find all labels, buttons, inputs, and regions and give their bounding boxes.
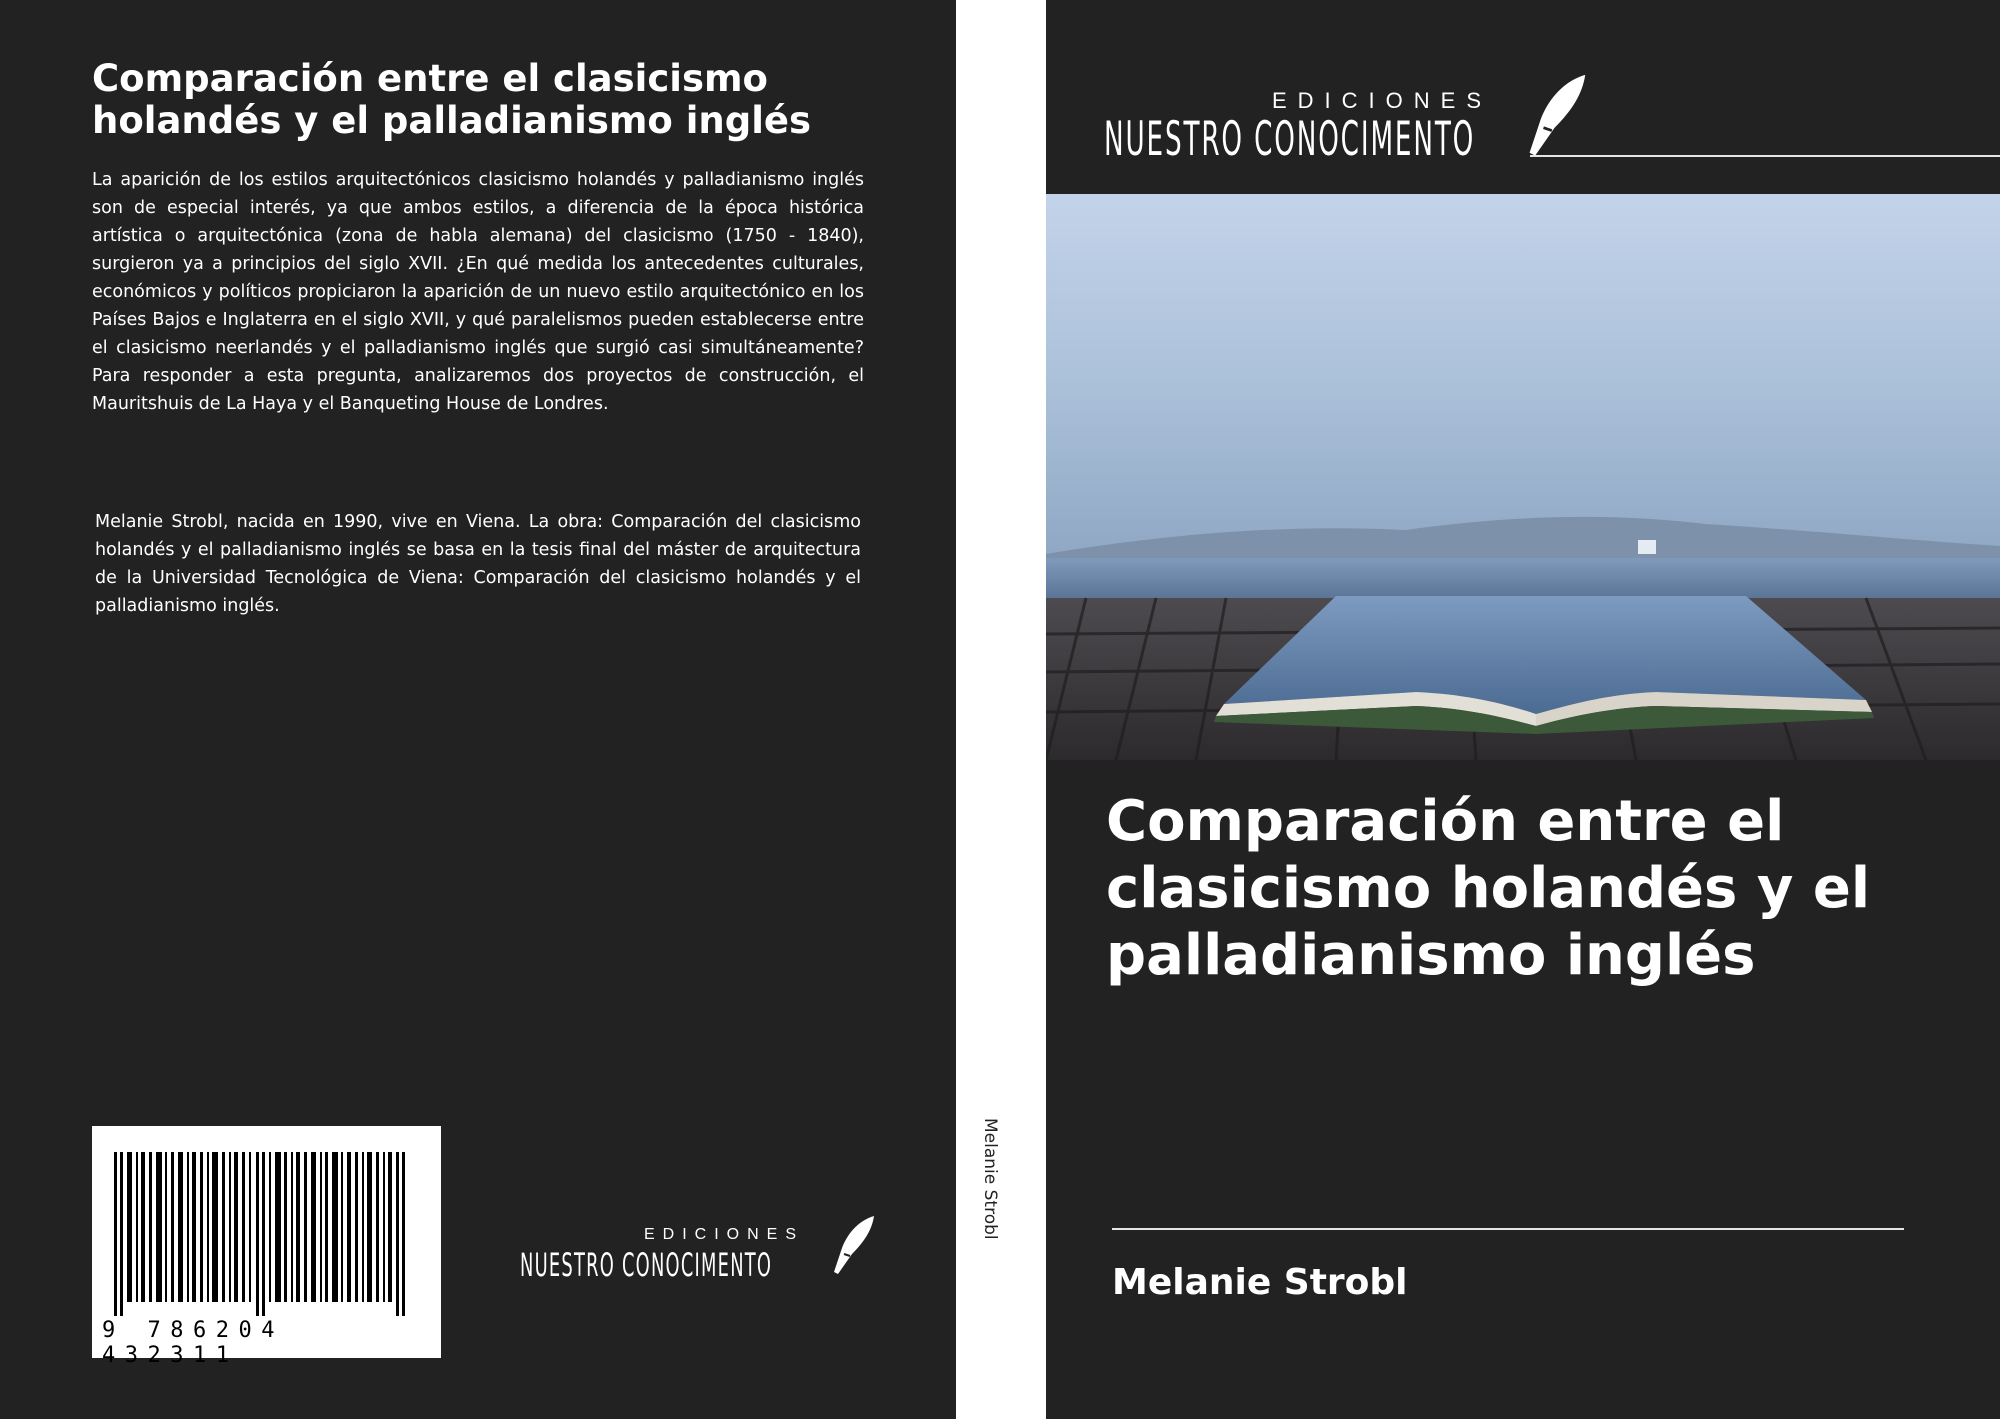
fountain-pen-nib-icon xyxy=(830,1214,876,1280)
barcode-bars-icon xyxy=(92,1126,441,1316)
isbn-digits: 9 786204 432311 xyxy=(102,1318,284,1368)
author-bio: Melanie Strobl, nacida en 1990, vive en Viena. La obra: Comparación del clasicismo holandés y el palladianismo inglés se basa en la tesis final del máster de arquitectura de la Universidad Tecnológica de Viena: Comparación del clasicismo holandés y el palladianismo inglés. xyxy=(95,512,861,616)
spine-author xyxy=(972,1118,1032,1268)
back-cover-description: La aparición de los estilos arquitectónicos clasicismo holandés y palladianismo inglés son de especial interés, ya que ambos estilos, a diferencia de la época histórica artística o arquitectónica (zona de habla alemana) del clasicismo (1750 - 1840), surgieron ya a principios del siglo XVII. ¿En qué medida los antecedentes culturales, económicos y políticos propiciaron la aparición de un nuevo estilo arquitectónico en los Países Bajos e Inglaterra en el siglo XVII, y qué paralelismos pueden establecerse entre el clasicismo neerlandés y el palladianismo inglés que surgió casi simultáneamente? Para responder a esta pregunta, analizaremos dos proyectos de construcción, el Mauritshuis de La Haya y el Banqueting House de Londres. xyxy=(92,170,864,414)
cover-photo-book-pier xyxy=(1046,194,2000,760)
author-rule xyxy=(1112,1228,1904,1230)
spine-author-text: Melanie Strobl xyxy=(980,1118,1000,1240)
isbn-barcode xyxy=(92,1126,441,1368)
publisher-line1: EDICIONES xyxy=(1272,88,1493,113)
publisher-line1: EDICIONES xyxy=(644,1226,805,1243)
back-cover-title: Comparación entre el clasicismo holandés y el palladianismo inglés xyxy=(92,57,812,142)
publisher-line2: NUESTRO CONOCIMENTO xyxy=(1104,112,1476,167)
front-cover-title: Comparación entre el clasicismo holandés y el palladianismo inglés xyxy=(1106,789,1871,988)
fountain-pen-nib-icon xyxy=(1524,72,1588,164)
header-rule xyxy=(1530,155,2000,157)
front-cover-author: Melanie Strobl xyxy=(1112,1262,1408,1303)
publisher-line2: NUESTRO CONOCIMENTO xyxy=(520,1246,773,1284)
